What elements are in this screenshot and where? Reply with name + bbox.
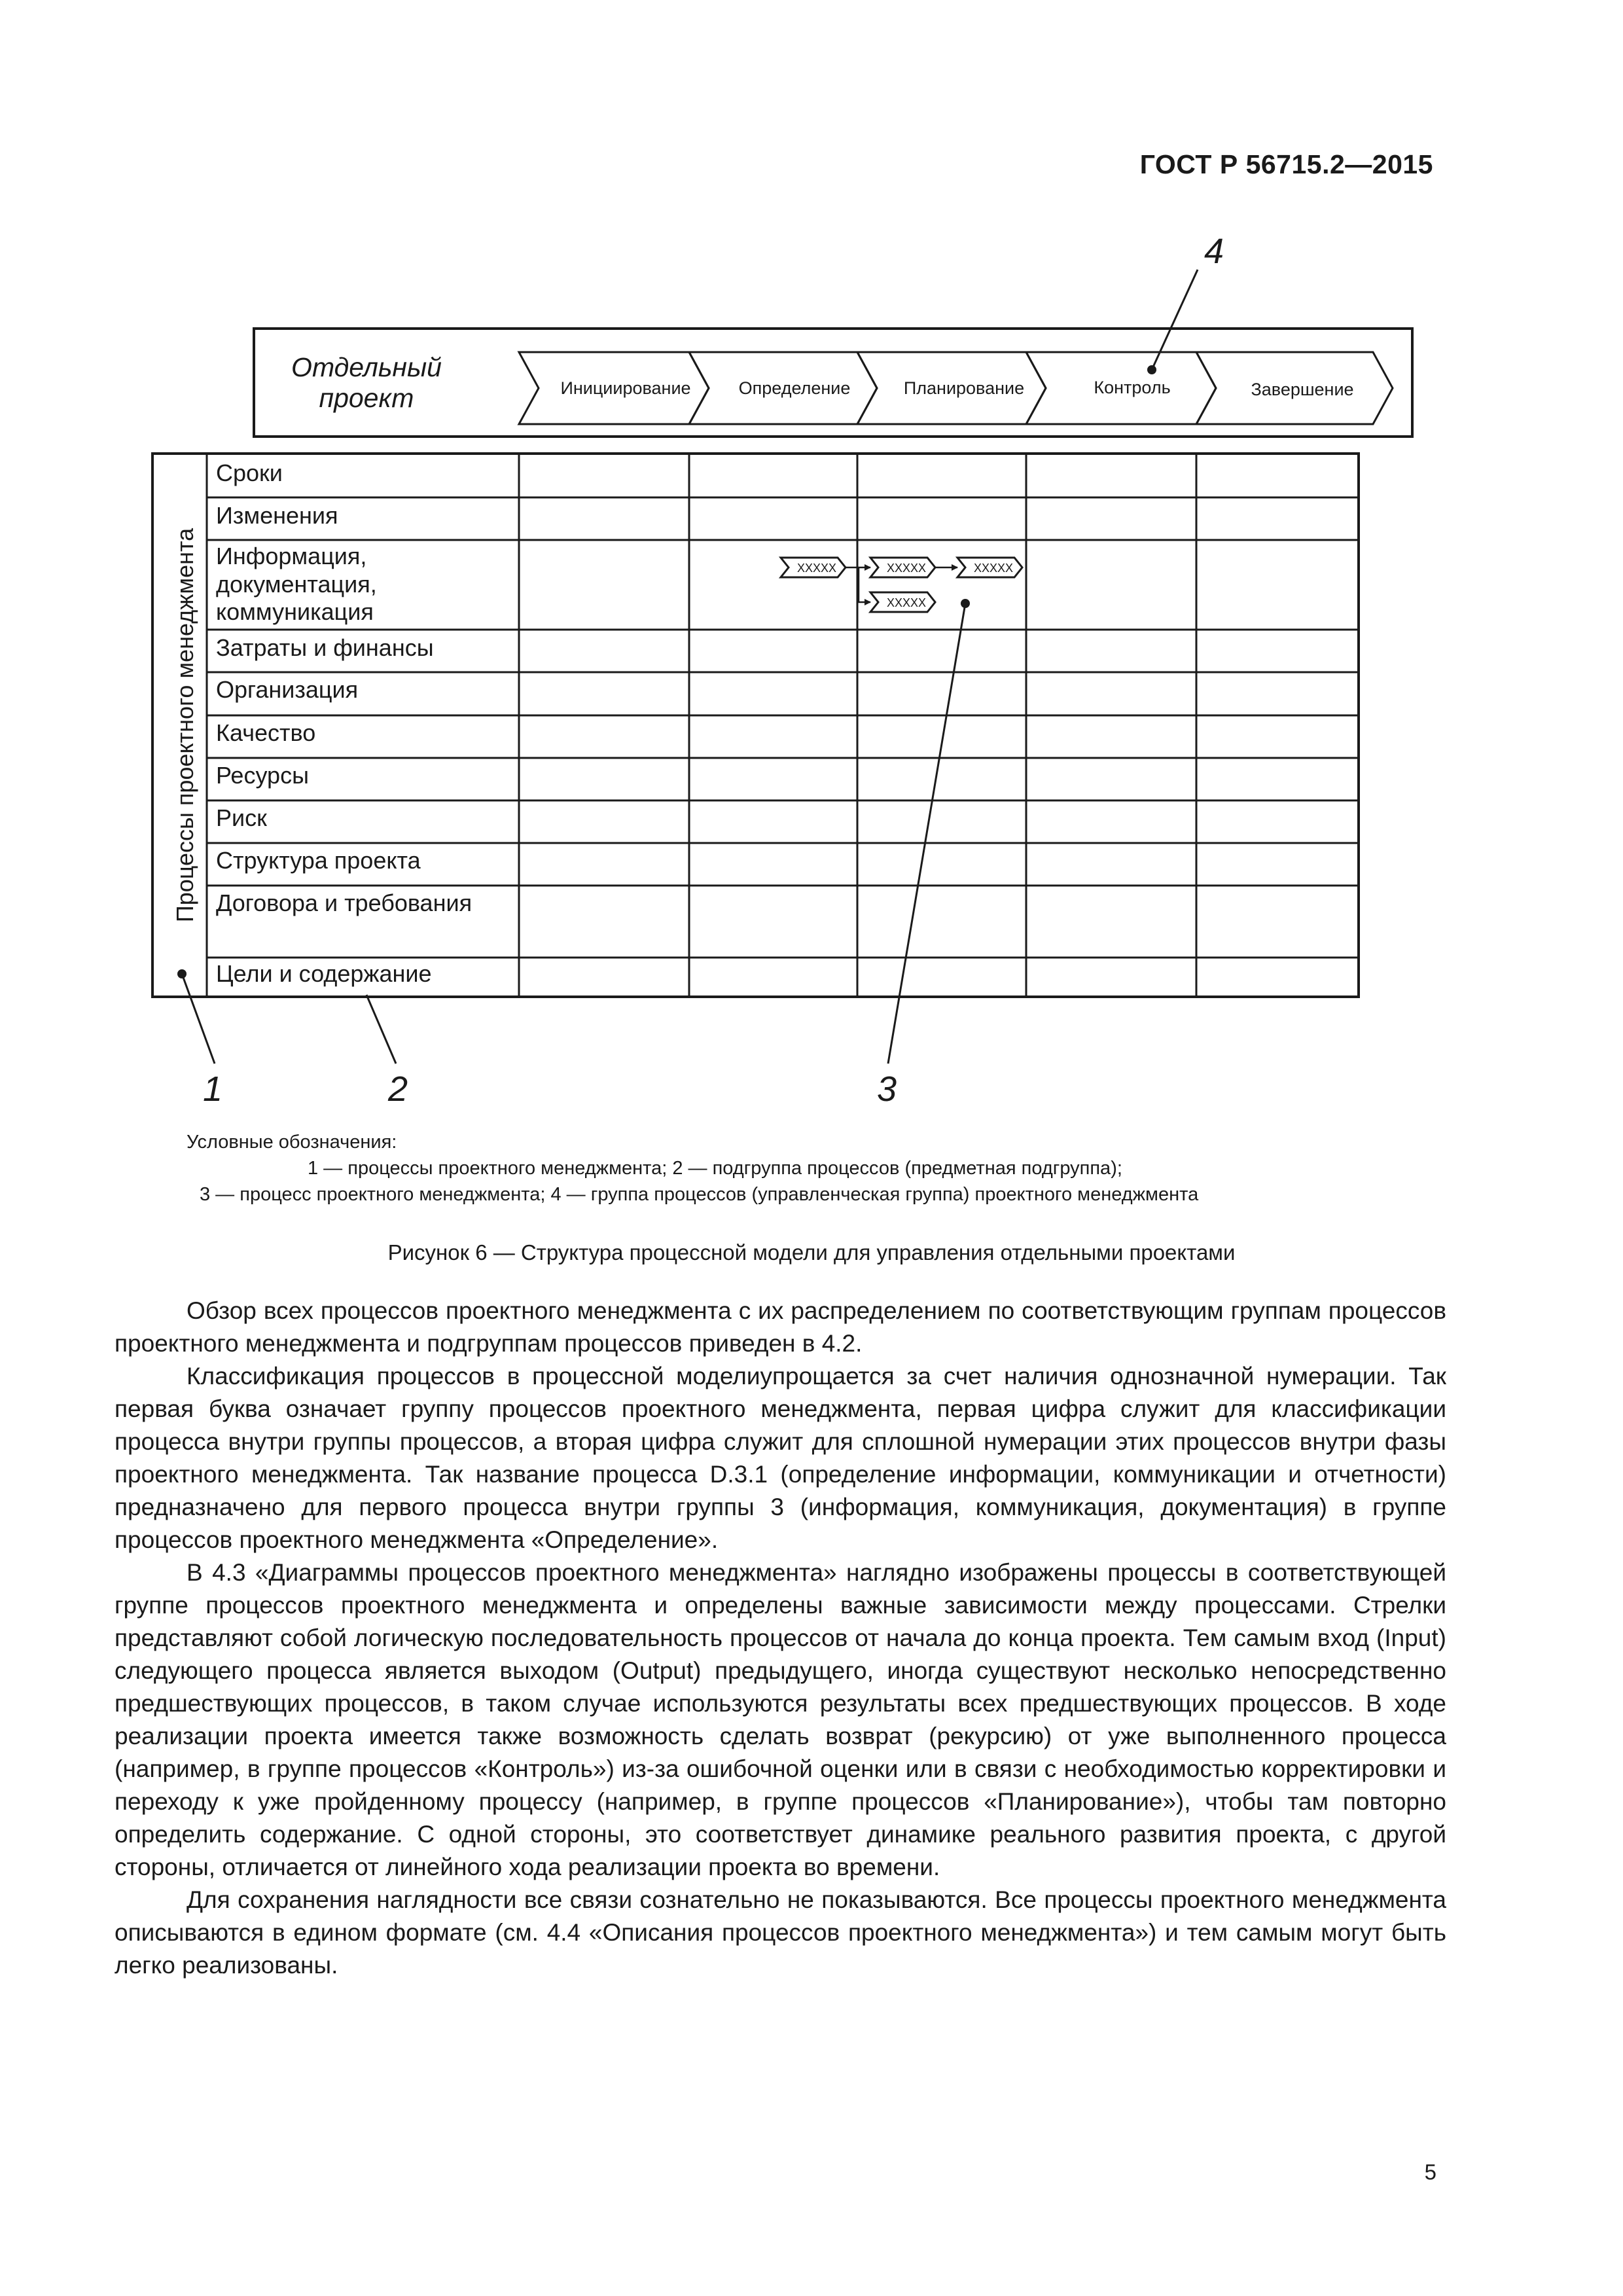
process-box-label: XXXXX xyxy=(886,562,927,575)
callout-number-4: 4 xyxy=(1204,232,1224,271)
paragraph: Для сохранения наглядности все связи сознательно не показываются. Все процессы проектного менеджмента описываются в едином формате (см. 4.4 «Описания процессов проектного менеджмента») и тем самым могут быть легко реализованы. xyxy=(115,1886,1446,1979)
row-label: Изменения xyxy=(216,502,338,529)
callout-dot xyxy=(177,969,187,978)
process-box-label: XXXXX xyxy=(973,562,1014,575)
callout-leader-4 xyxy=(1152,270,1198,370)
row-label: Качество xyxy=(216,719,316,746)
process-model-figure xyxy=(0,0,1623,1126)
side-label: Процессы проектного менеджмента xyxy=(171,528,198,923)
figure-caption: Рисунок 6 — Структура процессной модели для управления отдельными проектами xyxy=(387,1240,1236,1265)
phase-label-control: Контроль xyxy=(1094,378,1171,397)
callout-dot xyxy=(961,599,970,608)
paragraph: В 4.3 «Диаграммы процессов проектного менеджмента» наглядно изображены процессы в соответствующей группе процессов проектного менеджмента и определены важные зависимости между процессами. Стрелки представляют собой логическую последовательность процессов от начала до конца проекта. Тем самым вход (Input) следующего процесса является выходом (Output) предыдущего, иногда существуют несколько непосредственно предшествующих процессов, в таком случае используются результаты всех предшествующих процессов. В ходе реализации проекта имеется также возможность сделать возврат (рекурсию) от уже выполненного процесса (например, в группе процессов «Контроль») из-за ошибочной оценки или в связи с необходимостью корректировки и переходу к уже пройденному процессу (например, в группе процессов «Планирование»), чтобы там повторно определить содержание. С одной стороны, это соответствует динамике реального развития проекта, с другой стороны, отличается от линейного хода реализации проекта во времени. xyxy=(115,1559,1446,1880)
legend-line: 1 — процессы проектного менеджмента; 2 — подгруппа процессов (предметная подгруппа); xyxy=(308,1158,1122,1179)
row-label: Договора и требования xyxy=(216,889,473,916)
phase-label-definition: Определение xyxy=(738,378,851,398)
document-code: ГОСТ Р 56715.2—2015 xyxy=(1139,149,1433,179)
callout-number-2: 2 xyxy=(387,1069,408,1109)
row-label: Информация, xyxy=(216,543,367,569)
body-text xyxy=(115,1295,1446,1982)
phase-label-initiation: Инициирование xyxy=(560,378,691,398)
row-label: коммуникация xyxy=(216,598,374,625)
paragraph: Обзор всех процессов проектного менеджмента с их распределением по соответствующим группам процессов проектного менеджмента и подгруппам процессов приведен в 4.2. xyxy=(115,1297,1446,1357)
figure-legend xyxy=(187,1129,1364,1208)
legend-line: 3 — процесс проектного менеджмента; 4 — группа процессов (управленческая группа) проектного менеджмента xyxy=(200,1184,1199,1205)
callout-number-1: 1 xyxy=(202,1069,223,1109)
row-label: Затраты и финансы xyxy=(216,634,434,661)
phase-label-planning: Планирование xyxy=(903,378,1025,398)
row-label: Ресурсы xyxy=(216,762,309,789)
row-label: документация, xyxy=(216,571,377,598)
row-label: Структура проекта xyxy=(216,847,421,874)
row-label: Цели и содержание xyxy=(216,960,432,987)
callout-leader-2 xyxy=(366,995,396,1064)
paragraph: Классификация процессов в процессной моделиупрощается за счет наличия однозначной нумерации. Так первая буква означает группу процессов проектного менеджмента, первая цифра служит для классификации процесса внутри группы процессов, а вторая цифра служит для сплошной нумерации этих процессов внутри фазы проектного менеджмента. Так название процесса D.3.1 (определение информации, коммуникации и отчетности) предназначено для первого процесса внутри группы 3 (информация, коммуникация, документация) в группе процессов проектного менеджмента «Определение». xyxy=(115,1363,1446,1553)
process-box-label: XXXXX xyxy=(886,596,927,609)
phase-label-completion: Завершение xyxy=(1251,380,1354,399)
legend-title: Условные обозначения: xyxy=(187,1132,397,1153)
project-label-line1: Отдельный xyxy=(291,352,442,382)
callout-number-3: 3 xyxy=(876,1069,897,1109)
callout-dot xyxy=(1147,365,1156,374)
callout-leader-1 xyxy=(182,974,215,1064)
row-label: Организация xyxy=(216,676,359,703)
project-label-line2: проект xyxy=(319,383,414,413)
page-number: 5 xyxy=(1424,2160,1436,2184)
row-label: Риск xyxy=(216,804,267,831)
process-arrow xyxy=(859,567,870,602)
row-label: Сроки xyxy=(216,459,283,486)
process-box-label: XXXXX xyxy=(796,562,837,575)
